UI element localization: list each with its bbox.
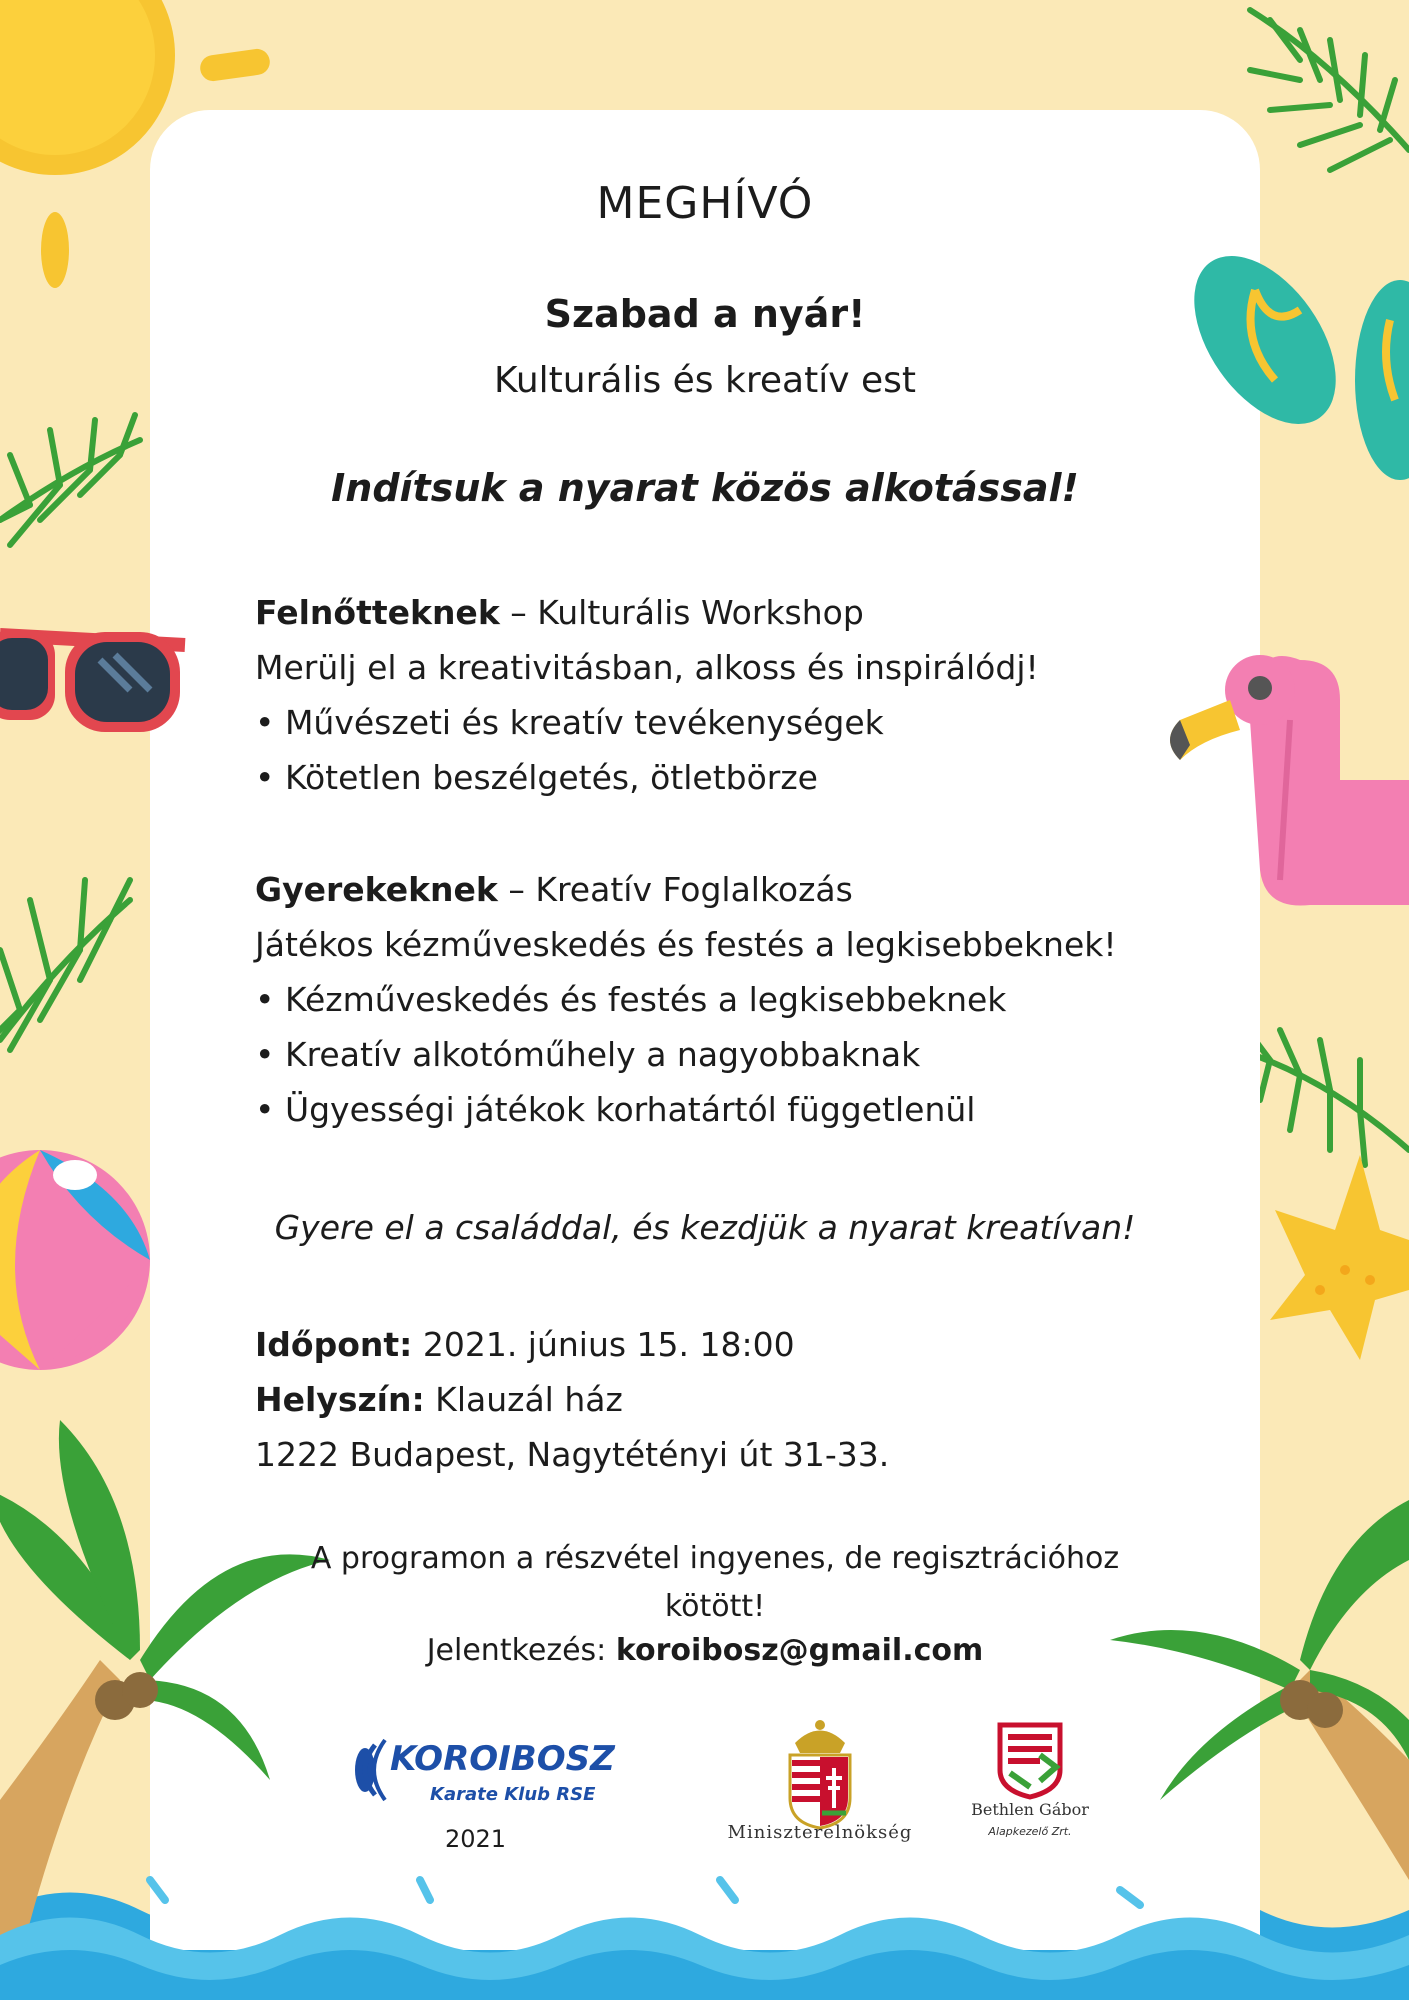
list-item: • Kreatív alkotóműhely a nagyobbaknak	[255, 1035, 921, 1074]
registration-contact	[150, 1633, 1260, 1668]
email-link[interactable]: koroibosz@gmail.com	[615, 1633, 984, 1668]
time-value: 2021. június 15. 18:00	[412, 1325, 795, 1364]
event-subtitle: Kulturális és kreatív est	[494, 360, 916, 401]
kids-workshop: – Kreatív Foglalkozás	[497, 870, 853, 909]
koroibosz-name: KOROIBOSZ	[390, 1739, 615, 1779]
event-address: 1222 Budapest, Nagytétényi út 31-33.	[255, 1435, 890, 1474]
event-tagline: Indítsuk a nyarat közös alkotással!	[331, 466, 1079, 510]
koroibosz-logo	[335, 1730, 675, 1810]
invitation-heading: MEGHÍVÓ	[596, 178, 814, 229]
adults-workshop: – Kulturális Workshop	[499, 593, 864, 632]
list-item: • Kézműveskedés és festés a legkisebbeknek	[255, 980, 1007, 1019]
time-label: Időpont:	[255, 1325, 413, 1364]
kids-label: Gyerekeknek	[255, 870, 498, 909]
list-item: • Ügyességi játékok korhatártól függetlenül	[255, 1090, 976, 1129]
list-item: • Művészeti és kreatív tevékenységek	[255, 703, 884, 742]
adults-heading	[255, 593, 864, 632]
bethlen-logo-icon	[990, 1715, 1070, 1800]
place-label: Helyszín:	[255, 1380, 425, 1419]
event-time	[255, 1325, 795, 1364]
coat-of-arms-icon	[780, 1713, 860, 1833]
event-place	[255, 1380, 623, 1419]
registration-note: A programon a részvétel ingyenes, de regisztrációhoz kötött!	[310, 1541, 1120, 1624]
registration-label: Jelentkezés:	[426, 1633, 616, 1668]
event-title: Szabad a nyár!	[544, 292, 866, 336]
kids-heading	[255, 870, 853, 909]
adults-intro: Merülj el a kreativitásban, alkoss és inspirálódj!	[255, 648, 1039, 687]
place-value: Klauzál ház	[424, 1380, 623, 1419]
bethlen-sub: Alapkezelő Zrt.	[988, 1825, 1072, 1838]
logo-year: 2021	[445, 1825, 507, 1853]
koroibosz-sub: Karate Klub RSE	[430, 1784, 596, 1805]
ministry-name: Miniszterelnökség	[727, 1822, 913, 1843]
kids-intro: Játékos kézműveskedés és festés a legkisebbeknek!	[255, 925, 1117, 964]
adults-label: Felnőtteknek	[255, 593, 500, 632]
list-item: • Kötetlen beszélgetés, ötletbörze	[255, 758, 818, 797]
bethlen-name: Bethlen Gábor	[971, 1800, 1089, 1819]
closing-line: Gyere el a családdal, és kezdjük a nyarat kreatívan!	[274, 1208, 1136, 1247]
